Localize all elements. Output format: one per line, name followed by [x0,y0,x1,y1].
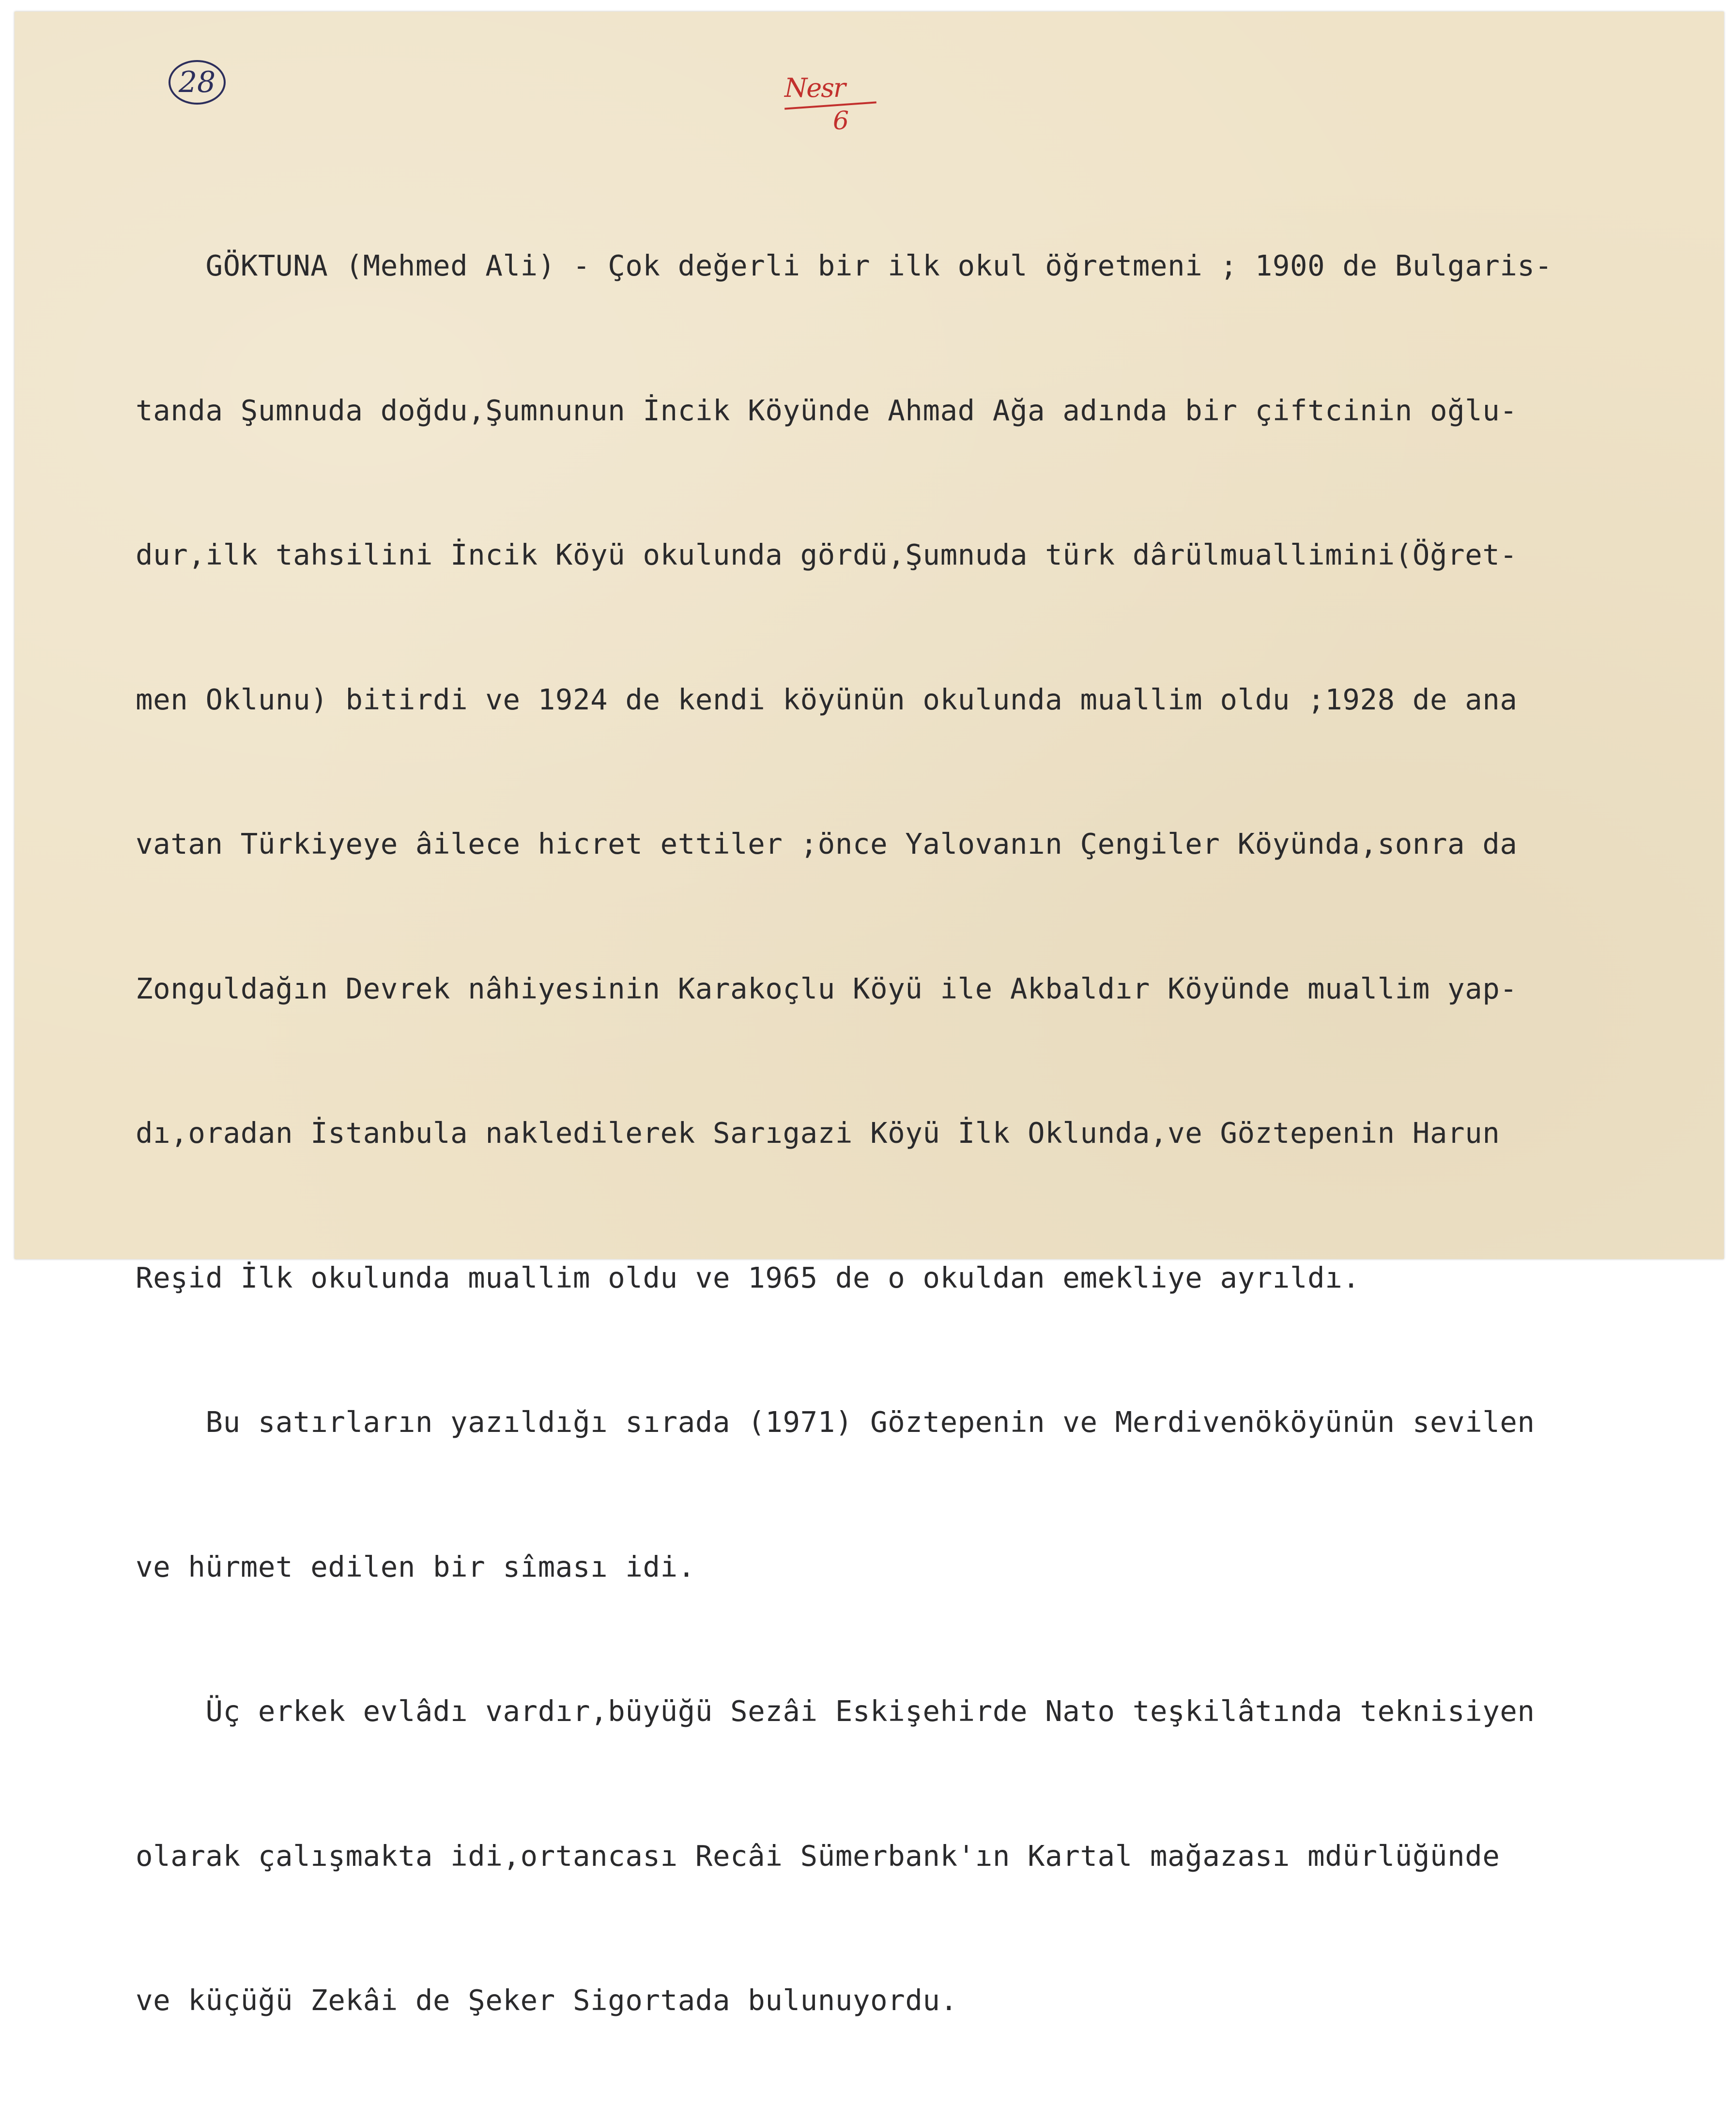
text-line: tanda Şumnuda doğdu,Şumnunun İncik Köyünde Ahmad Ağa adında bir çiftcinin oğlu- [136,393,1518,427]
text-line: dı,oradan İstanbula nakledilerek Sarıgazi Köyü İlk Oklunda,ve Göztepenin Harun [136,1116,1500,1150]
text-line: ve küçüğü Zekâi de Şeker Sigortada bulunuyordu. [136,1983,958,2017]
text-line: ve hürmet edilen bir sîması idi. [136,1550,695,1583]
text-line: Zonguldağın Devrek nâhiyesinin Karakoçlu Köyü ile Akbaldır Köyünde muallim yap- [136,971,1518,1005]
text-line: dur,ilk tahsilini İncik Köyü okulunda gördü,Şumnuda türk dârülmuallimini(Öğret- [136,538,1518,571]
text-line: Reşid İlk okulunda muallim oldu ve 1965 de o okuldan emekliye ayrıldı. [136,1260,1360,1294]
text-line: men Oklunu) bitirdi ve 1924 de kendi köyünün okulunda muallim oldu ;1928 de ana [136,682,1518,716]
circled-page-number: 28 [169,60,226,105]
red-note-number: 6 [833,107,849,136]
red-note-word: Nesr [784,73,845,103]
text-line: vatan Türkiyeye âilece hicret ettiler ;önce Yalovanın Çengiler Köyünda,sonra da [136,827,1518,861]
text-line: GÖKTUNA (Mehmed Ali) - Çok değerli bir ilk okul öğretmeni ; 1900 de Bulgaris- [136,249,1552,282]
text-line: Üç erkek evlâdı vardır,büyüğü Sezâi Eskişehirde Nato teşkilâtında teknisiyen [136,1694,1535,1728]
red-handwritten-note [784,73,881,140]
text-line: olarak çalışmakta idi,ortancası Recâi Sümerbank'ın Kartal mağazası mdürlüğünde [136,1839,1500,1873]
typed-text-body [136,145,1705,2121]
text-line: Bu satırların yazıldığı sırada (1971) Göztepenin ve Merdivenököyünün sevilen [136,1405,1535,1439]
